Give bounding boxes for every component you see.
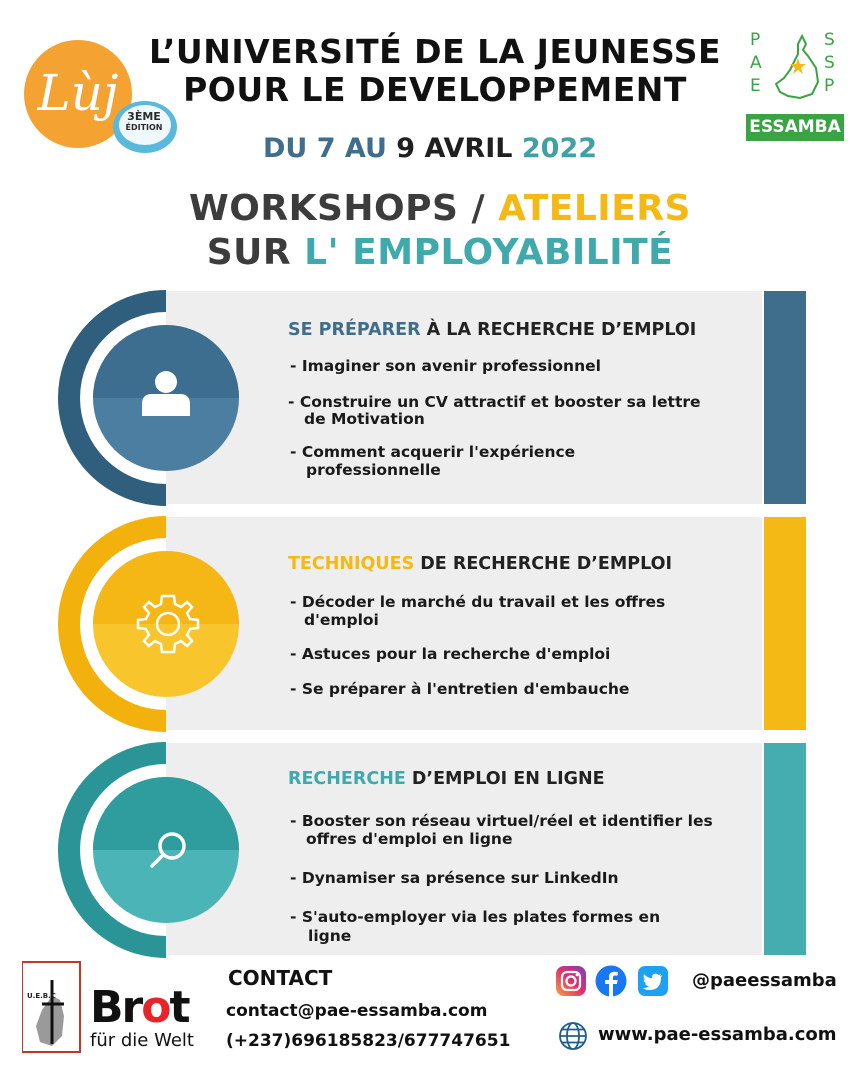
section-3-bullet-3-cont: ligne [308,927,352,945]
facebook-icon[interactable] [595,965,627,997]
section-1-bullet-3-cont: professionnelle [306,461,441,479]
edition-number: 3ÈME [127,110,161,123]
event-date [150,133,710,164]
brot-pre: Br [90,982,142,1033]
section-2-title-highlight: TECHNIQUES [288,554,415,574]
section-1-bullet-2-cont: de Motivation [304,410,425,428]
brot-post: t [169,982,189,1033]
sur-word: SUR [206,232,305,273]
website-link[interactable]: www.pae-essamba.com [598,1024,837,1045]
ssp-letter: P [824,76,835,96]
section-1-title-rest: À LA RECHERCHE D’EMPLOI [420,320,697,340]
ateliers-word: ATELIERS [498,188,691,229]
section-1-bullet-2: - Construire un CV attractif et booster sa lettre [288,393,701,411]
brot-logo-word [90,982,189,1033]
workshops-heading-line-1 [100,188,780,229]
section-side-bar-2 [764,517,806,730]
section-side-bar-3 [764,743,806,955]
essamba-label: ESSAMBA [746,114,844,141]
social-handle[interactable]: @paeessamba [692,970,837,991]
brot-logo-subtitle: für die Welt [90,1030,194,1051]
section-3-bullet-2: - Dynamiser sa présence sur LinkedIn [290,869,619,887]
section-2-bullet-1-cont: d'emploi [304,611,379,629]
brot-o: o [141,982,170,1033]
globe-icon [557,1020,589,1052]
workshops-heading-line-2 [100,232,780,273]
section-1-bullet-3: - Comment acquerir l'expérience [290,443,576,461]
twitter-icon[interactable] [637,965,669,997]
cameroon-map-icon [772,34,820,102]
section-2-bullet-2: - Astuces pour la recherche d'emploi [290,645,611,663]
section-2-title-rest: DE RECHERCHE D’EMPLOI [414,554,673,574]
section-1-title [288,320,696,340]
employabilite-word: L' EMPLOYABILITÉ [304,232,674,273]
section-panel-2 [166,517,762,730]
section-3-bullet-3: - S'auto-employer via les plates formes en [290,908,661,926]
contact-heading: CONTACT [228,966,333,990]
section-2-title [288,554,672,574]
workshops-word: WORKSHOPS / [189,188,499,229]
section-1-emblem [58,290,244,506]
section-3-emblem [58,742,244,958]
contact-phone[interactable]: (+237)696185823/677747651 [226,1031,511,1051]
section-1-title-highlight: SE PRÉPARER [288,320,421,340]
section-3-title [288,769,605,789]
section-3-title-highlight: RECHERCHE [288,769,406,789]
page-title-line-1: L’UNIVERSITÉ DE LA JEUNESSE [148,32,722,71]
section-1-bullet-1: - Imaginer son avenir professionnel [290,357,601,375]
date-part-1: DU 7 AU [262,133,397,164]
section-2-bullet-3: - Se préparer à l'entretien d'embauche [290,680,630,698]
date-part-2: 9 AVRIL [396,133,513,164]
section-3-bullet-1: - Booster son réseau virtuel/réel et identifier les [290,812,713,830]
contact-email[interactable]: contact@pae-essamba.com [226,1001,488,1021]
section-2-emblem [58,516,244,732]
pae-letter: E [750,76,761,96]
page-title-line-2: POUR LE DEVELOPPEMENT [183,70,687,109]
luj-logo-text: Lùj [37,64,119,122]
section-2-bullet-1: - Décoder le marché du travail et les offres [290,593,666,611]
ssp-letter: S [824,53,835,73]
edition-label [115,111,173,133]
date-part-3: 2022 [512,133,598,164]
instagram-icon[interactable] [555,965,587,997]
section-side-bar-1 [764,291,806,504]
pae-letter: A [750,53,762,73]
section-3-title-rest: D’EMPLOI EN LIGNE [405,769,605,789]
edition-word: ÉDITION [125,123,163,132]
ssp-letter: S [824,30,835,50]
section-3-bullet-1-cont: offres d'emploi en ligne [306,830,513,848]
uebc-label: U.E.B.C [27,992,56,1000]
pae-letter: P [750,30,761,50]
